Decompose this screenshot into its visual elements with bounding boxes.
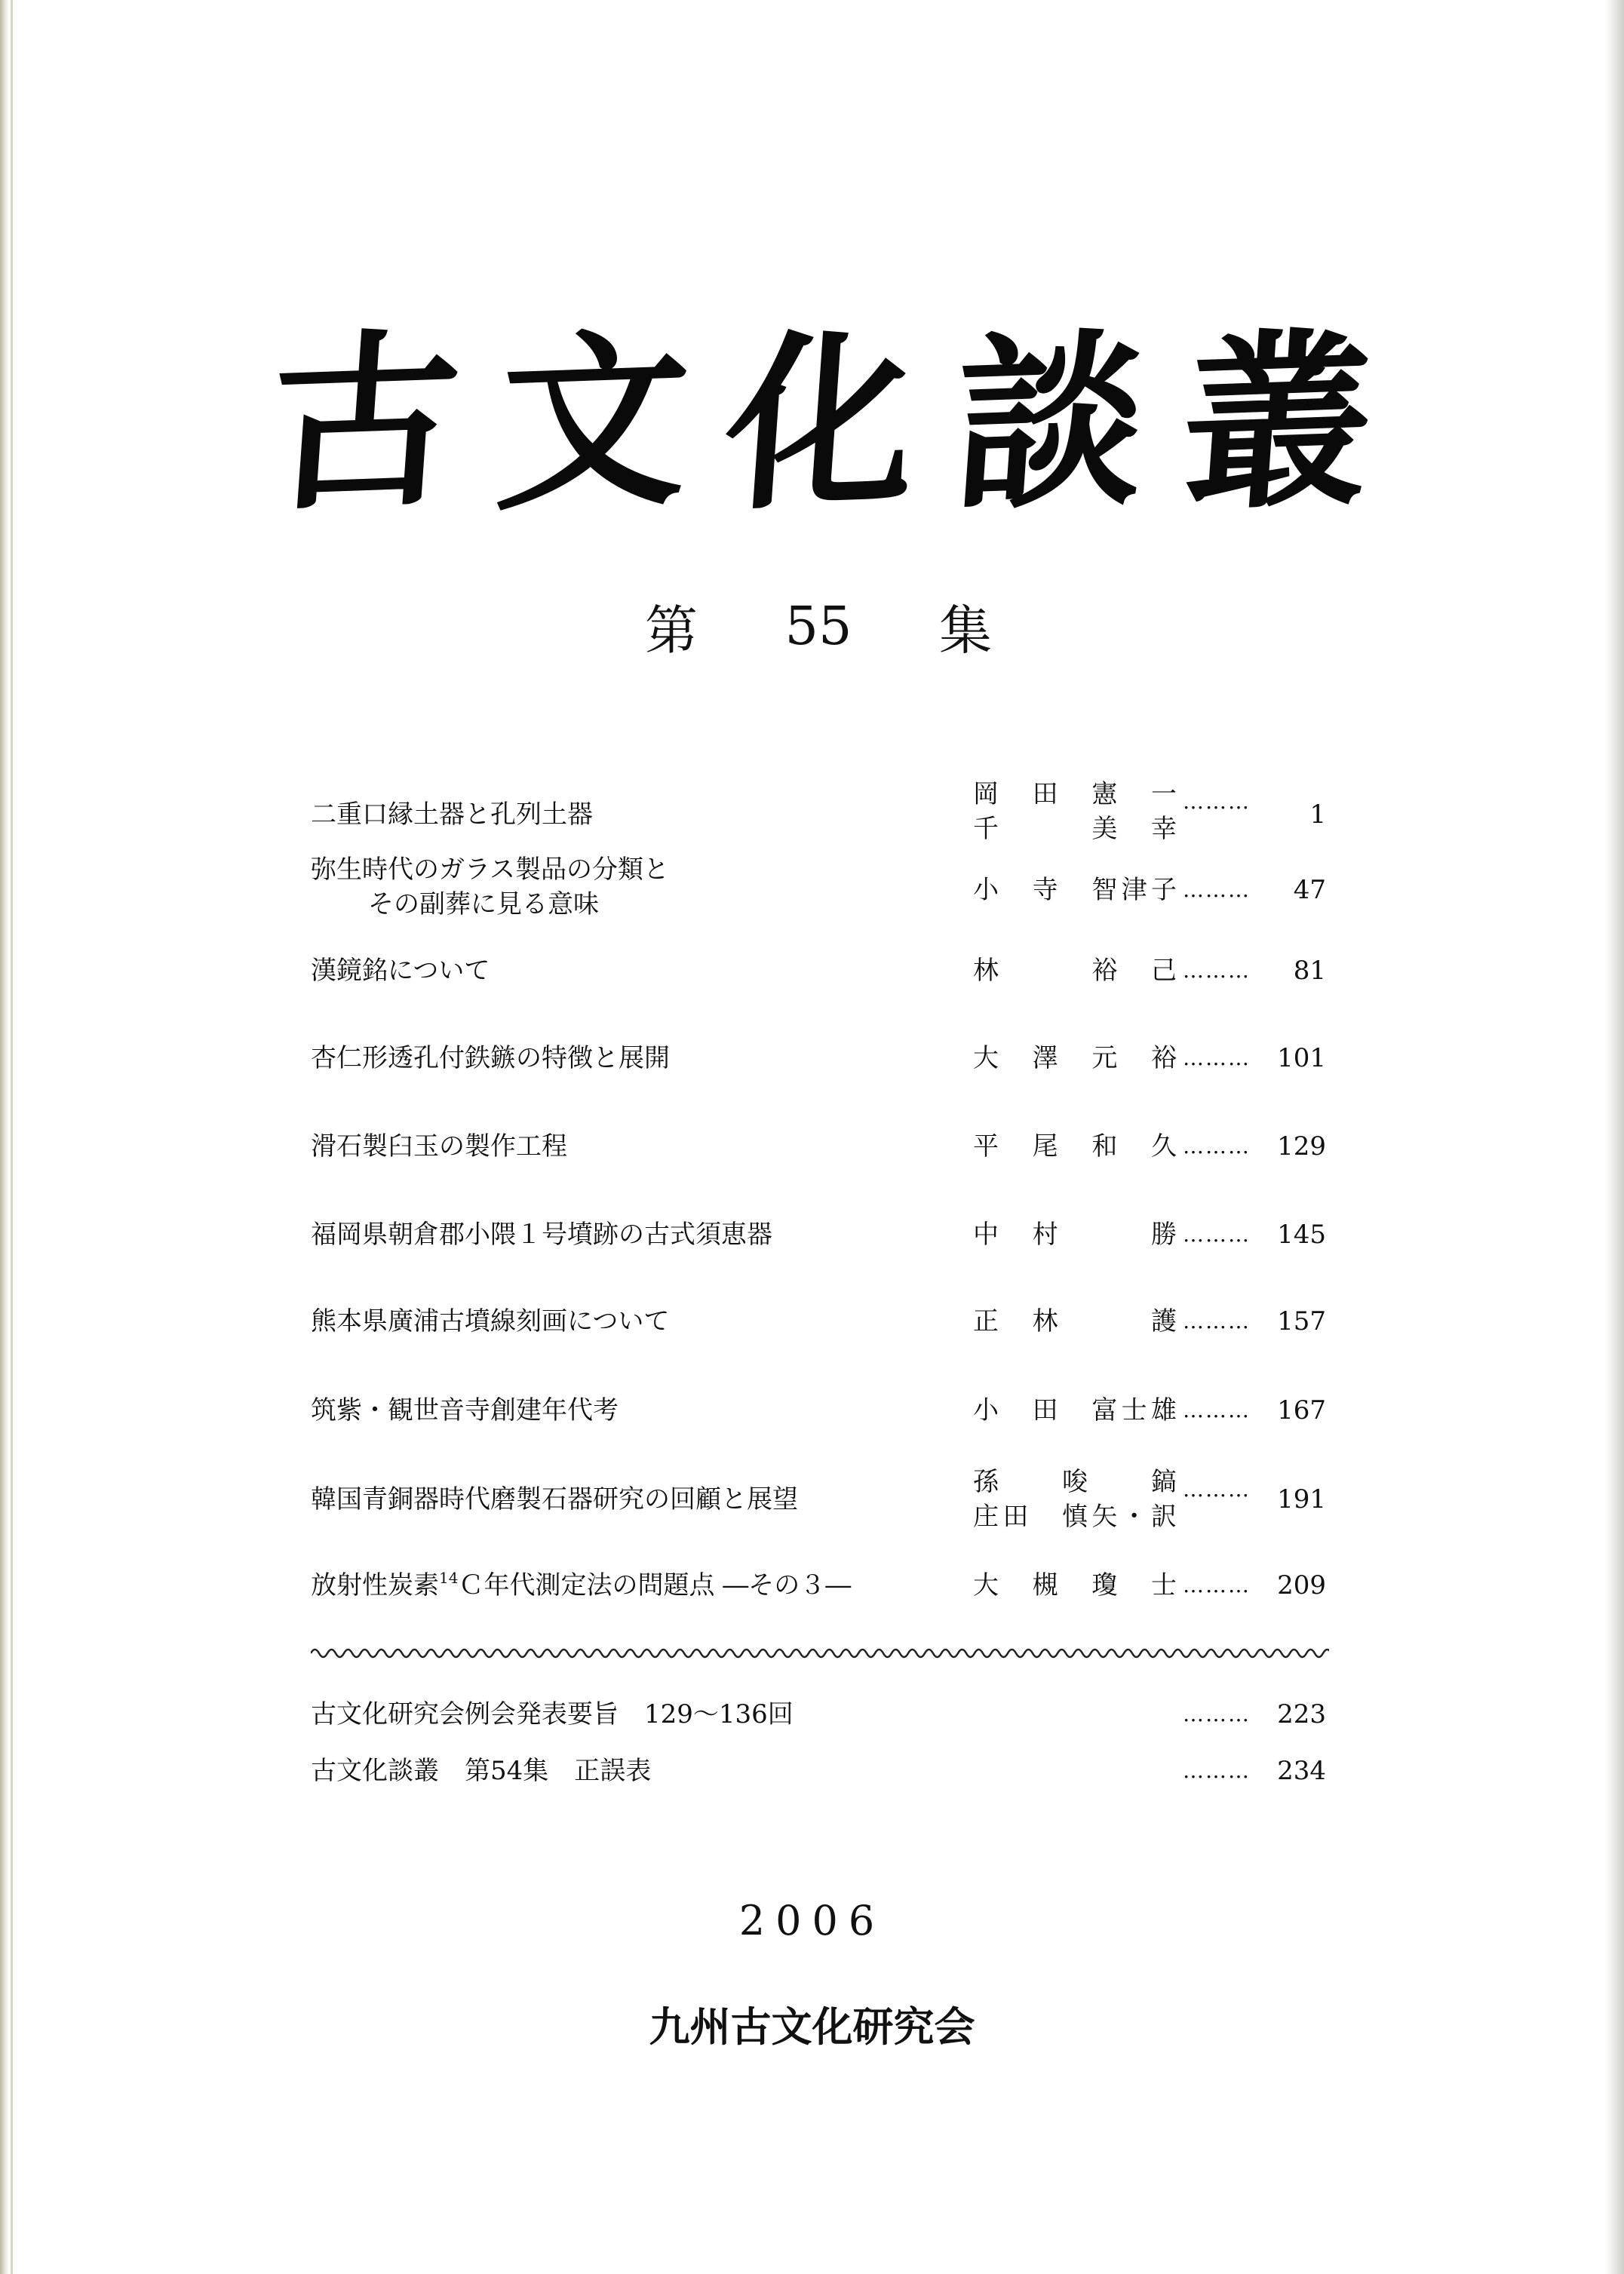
toc-title: 熊本県廣浦古墳線刻画について [311, 1306, 670, 1336]
toc-author: 正 林 護 [973, 1306, 1177, 1336]
toc-leader: ……… [1183, 1134, 1251, 1158]
toc-author: 庄田 慎矢・訳 [973, 1502, 1177, 1532]
toc-title: 滑石製臼玉の製作工程 [311, 1131, 567, 1162]
publisher-name: 九州古文化研究会 [649, 2003, 975, 2051]
toc-author: 中 村 勝 [973, 1220, 1177, 1250]
toc-author: 平 尾 和 久 [973, 1131, 1177, 1162]
toc-leader: ……… [1183, 1573, 1251, 1597]
toc-leader: ……… [1183, 958, 1251, 983]
toc-page: 101 [1277, 1043, 1326, 1073]
toc-title-superscript: 14 [439, 1569, 459, 1587]
toc-page: 157 [1277, 1306, 1326, 1336]
toc-leader: ……… [1183, 1309, 1251, 1333]
toc-leader: ……… [1183, 1477, 1251, 1502]
toc-page: 129 [1277, 1131, 1326, 1162]
toc-author: 小 寺 智津子 [973, 875, 1177, 905]
toc-page: 81 [1293, 956, 1326, 986]
toc-page: 167 [1277, 1395, 1326, 1425]
toc-leader: ……… [1183, 1702, 1251, 1726]
wavy-divider-line [311, 1649, 1329, 1657]
toc-title-part: Ｃ年代測定法の問題点 ―その３― [458, 1570, 852, 1600]
toc-leader: ……… [1183, 1222, 1251, 1247]
toc-page: 1 [1309, 799, 1326, 830]
toc-title: 筑紫・観世音寺創建年代考 [311, 1395, 619, 1425]
toc-leader: ……… [1183, 1045, 1251, 1070]
toc-title: 弥生時代のガラス製品の分類と [311, 855, 669, 885]
toc-page: 47 [1293, 875, 1326, 905]
title-char: 文 [490, 308, 695, 537]
title-char: 化 [718, 308, 924, 537]
toc-leader: ……… [1183, 789, 1251, 814]
toc-title: 杏仁形透孔付鉄鏃の特徴と展開 [311, 1043, 670, 1073]
extra-page: 223 [1277, 1699, 1326, 1729]
toc-author: 大 澤 元 裕 [973, 1043, 1177, 1073]
publication-year: 2006 [738, 1897, 886, 1944]
toc-title: 漢鏡銘について [311, 956, 490, 986]
toc-author: 林 裕 己 [973, 956, 1177, 986]
toc-title-part: 放射性炭素 [311, 1570, 439, 1600]
extra-title: 古文化談叢 第54集 正誤表 [311, 1756, 652, 1786]
toc-title: 福岡県朝倉郡小隈１号墳跡の古式須恵器 [311, 1220, 772, 1250]
toc-leader: ……… [1183, 877, 1251, 902]
toc-page: 191 [1277, 1484, 1326, 1514]
toc-title-line2: その副葬に見る意味 [368, 889, 599, 919]
extra-title: 古文化研究会例会発表要旨 129～136回 [311, 1699, 794, 1729]
volume-prefix: 第 [645, 599, 698, 661]
volume-value: 55 [784, 595, 852, 657]
wavy-divider [311, 1644, 1329, 1662]
toc-author: 千 美 幸 [973, 814, 1177, 844]
toc-page: 145 [1277, 1220, 1326, 1250]
extra-page: 234 [1277, 1756, 1326, 1786]
title-char: 古 [262, 308, 468, 537]
toc-title: 二重口縁土器と孔列土器 [311, 799, 593, 830]
toc-leader: ……… [1183, 1758, 1251, 1783]
toc-author: 小 田 富士雄 [973, 1395, 1177, 1425]
volume-suffix: 集 [938, 599, 992, 661]
toc-author: 大 槻 瓊 士 [973, 1570, 1177, 1600]
toc-title [311, 1567, 851, 1604]
toc-title: 韓国青銅器時代磨製石器研究の回顧と展望 [311, 1484, 798, 1514]
toc-author: 岡 田 憲 一 [973, 779, 1177, 809]
title-char: 談 [947, 308, 1152, 537]
title-char: 叢 [1174, 308, 1380, 537]
toc-page: 209 [1277, 1570, 1326, 1600]
toc-author: 孫 唆 鎬 [973, 1467, 1177, 1497]
toc-leader: ……… [1183, 1398, 1251, 1422]
